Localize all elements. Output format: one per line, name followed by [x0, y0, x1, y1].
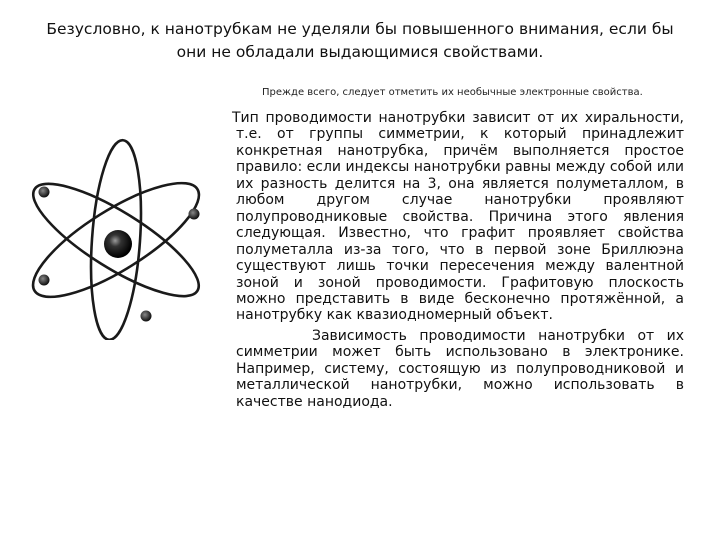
slide-subheading: Прежде всего, следует отметить их необычные электронные свойства. [262, 87, 643, 98]
slide-body-text [232, 110, 684, 410]
body-paragraph: Зависимость проводимости нанотрубки от их симметрии может быть использовано в электронике. Например, систему, состоящую из полупроводниковой и металлической нанотрубки, можно использовать в качестве нанодиода. [236, 327, 684, 410]
body-paragraph: Тип проводимости нанотрубки зависит от их хиральности, т.е. от группы симметрии, к который принадлежит конкретная нанотрубка, причём выполняется простое правило: если индексы нанотрубки равны между собой или их разность делится на 3, она является полуметаллом, в любом другом случае нанотрубки проявляют полупроводниковые свойства. Причина этого явления следующая. Известно, что графит проявляет свойства полуметалла из-за того, что в первой зоне Бриллюэна существуют лишь точки пересечения между валентной зоной и зоной проводимости. Графитовую плоскость можно представить в виде бесконечно протяжённой, а нанотрубку как квазиодномерный объект. [232, 110, 684, 324]
slide-heading: Безусловно, к нанотрубкам не уделяли бы повышенного внимания, если бы они не обладали выдающимися свойствами. [46, 20, 674, 61]
atom-icon [28, 132, 224, 340]
